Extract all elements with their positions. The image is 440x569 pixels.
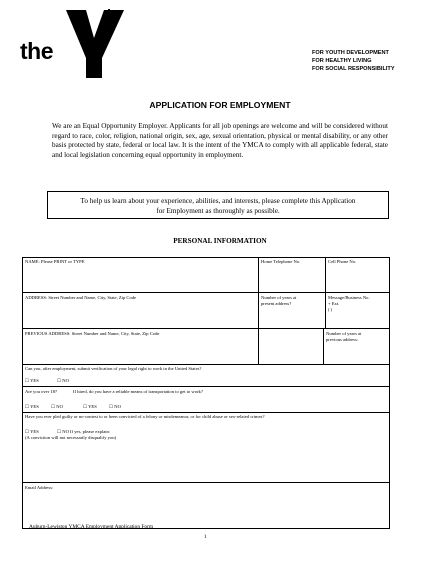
age-yes-checkbox[interactable]: ☐ YES: [25, 404, 39, 409]
previous-address-field[interactable]: PREVIOUS ADDRESS: Street Number and Name, City, State, Zip Code: [25, 331, 160, 336]
address-field[interactable]: ADDRESS: Street Number and Name, City, State, Zip Code: [25, 295, 137, 300]
section-title: PERSONAL INFORMATION: [173, 237, 267, 245]
transport-no-checkbox[interactable]: ☐ NO: [109, 404, 121, 409]
felony-yes-checkbox[interactable]: ☐ YES: [25, 429, 39, 434]
form-col-divider: [258, 258, 259, 364]
help-text-line: To help us learn about your experience, abilities, and interests, please complete this Application: [80, 197, 356, 205]
transport-yes-checkbox[interactable]: ☐ YES: [83, 404, 97, 409]
transport-question: If hired, do you have a reliable means of transportation to get to work?: [73, 389, 203, 394]
message-ext-label: + Ext.: [328, 301, 340, 306]
years-prev-label[interactable]: previous address:: [326, 337, 359, 342]
felony-no-checkbox[interactable]: ☐ NO If yes, please explain:: [57, 429, 111, 434]
conviction-note: (A conviction will not necessarily disqualify you): [25, 435, 117, 440]
help-box: [47, 191, 389, 219]
form-divider: [23, 364, 389, 365]
message-phone-field[interactable]: Message/Business No.: [328, 295, 370, 300]
form-divider: [23, 386, 389, 387]
footer-form-name: Auburn-Lewiston YMCA Employment Application Form: [29, 524, 154, 530]
form-col-divider: [323, 328, 324, 364]
tagline-line: FOR SOCIAL RESPONSIBILITY: [312, 66, 395, 73]
logo-ymca-text: YMCA: [86, 51, 92, 66]
age-question: Are you over 18?: [25, 389, 58, 394]
cell-phone-field[interactable]: Cell Phone No.: [328, 259, 357, 264]
form-divider: [23, 482, 389, 483]
logo-wordmark: the: [20, 38, 53, 64]
message-area-code: ( ): [328, 307, 333, 312]
logo-tagline: [312, 49, 395, 74]
email-field[interactable]: Email Address:: [25, 485, 54, 490]
home-phone-field[interactable]: Home Telephone No.: [261, 259, 301, 264]
name-field[interactable]: NAME: Please PRINT or TYPE: [25, 259, 85, 264]
page-number: 1: [204, 534, 207, 540]
years-present-label[interactable]: present address?: [261, 301, 292, 306]
verify-no-checkbox[interactable]: ☐ NO: [57, 378, 69, 383]
work-verification-question: Can you, after employment, submit verification of your legal right to work in the United States?: [25, 366, 202, 371]
form-col-divider: [325, 258, 326, 328]
intro-paragraph: We are an Equal Opportunity Employer. Applicants for all job openings are welcome and will be considered without regard to race, color, religion, national origin, sex, age, sexual orientation, physical or mental disability, or any other basis protected by state, federal or local law. It is the intent of the YMCA to comply with all applicable federal, state and local legislation concerning equal opportunity in employment.: [52, 122, 388, 159]
form-divider: [23, 328, 389, 329]
tagline-line: FOR HEALTHY LIVING: [312, 58, 372, 65]
help-text-line: for Employment as thoroughly as possible.: [156, 207, 280, 215]
years-present-label[interactable]: Number of years at: [261, 295, 297, 300]
personal-info-form: [22, 257, 390, 529]
felony-question: Have you ever pled guilty or no-contest to or been convicted of a felony or misdemeanor, or for child abuse or sex-related crimes?: [25, 414, 265, 419]
tagline-line: FOR YOUTH DEVELOPMENT: [312, 50, 389, 56]
verify-yes-checkbox[interactable]: ☐ YES: [25, 378, 39, 383]
page-title: APPLICATION FOR EMPLOYMENT: [149, 100, 291, 110]
form-divider: [23, 412, 389, 413]
years-prev-label[interactable]: Number of years at: [326, 331, 362, 336]
form-divider: [23, 292, 389, 293]
age-no-checkbox[interactable]: ☐ NO: [51, 404, 63, 409]
